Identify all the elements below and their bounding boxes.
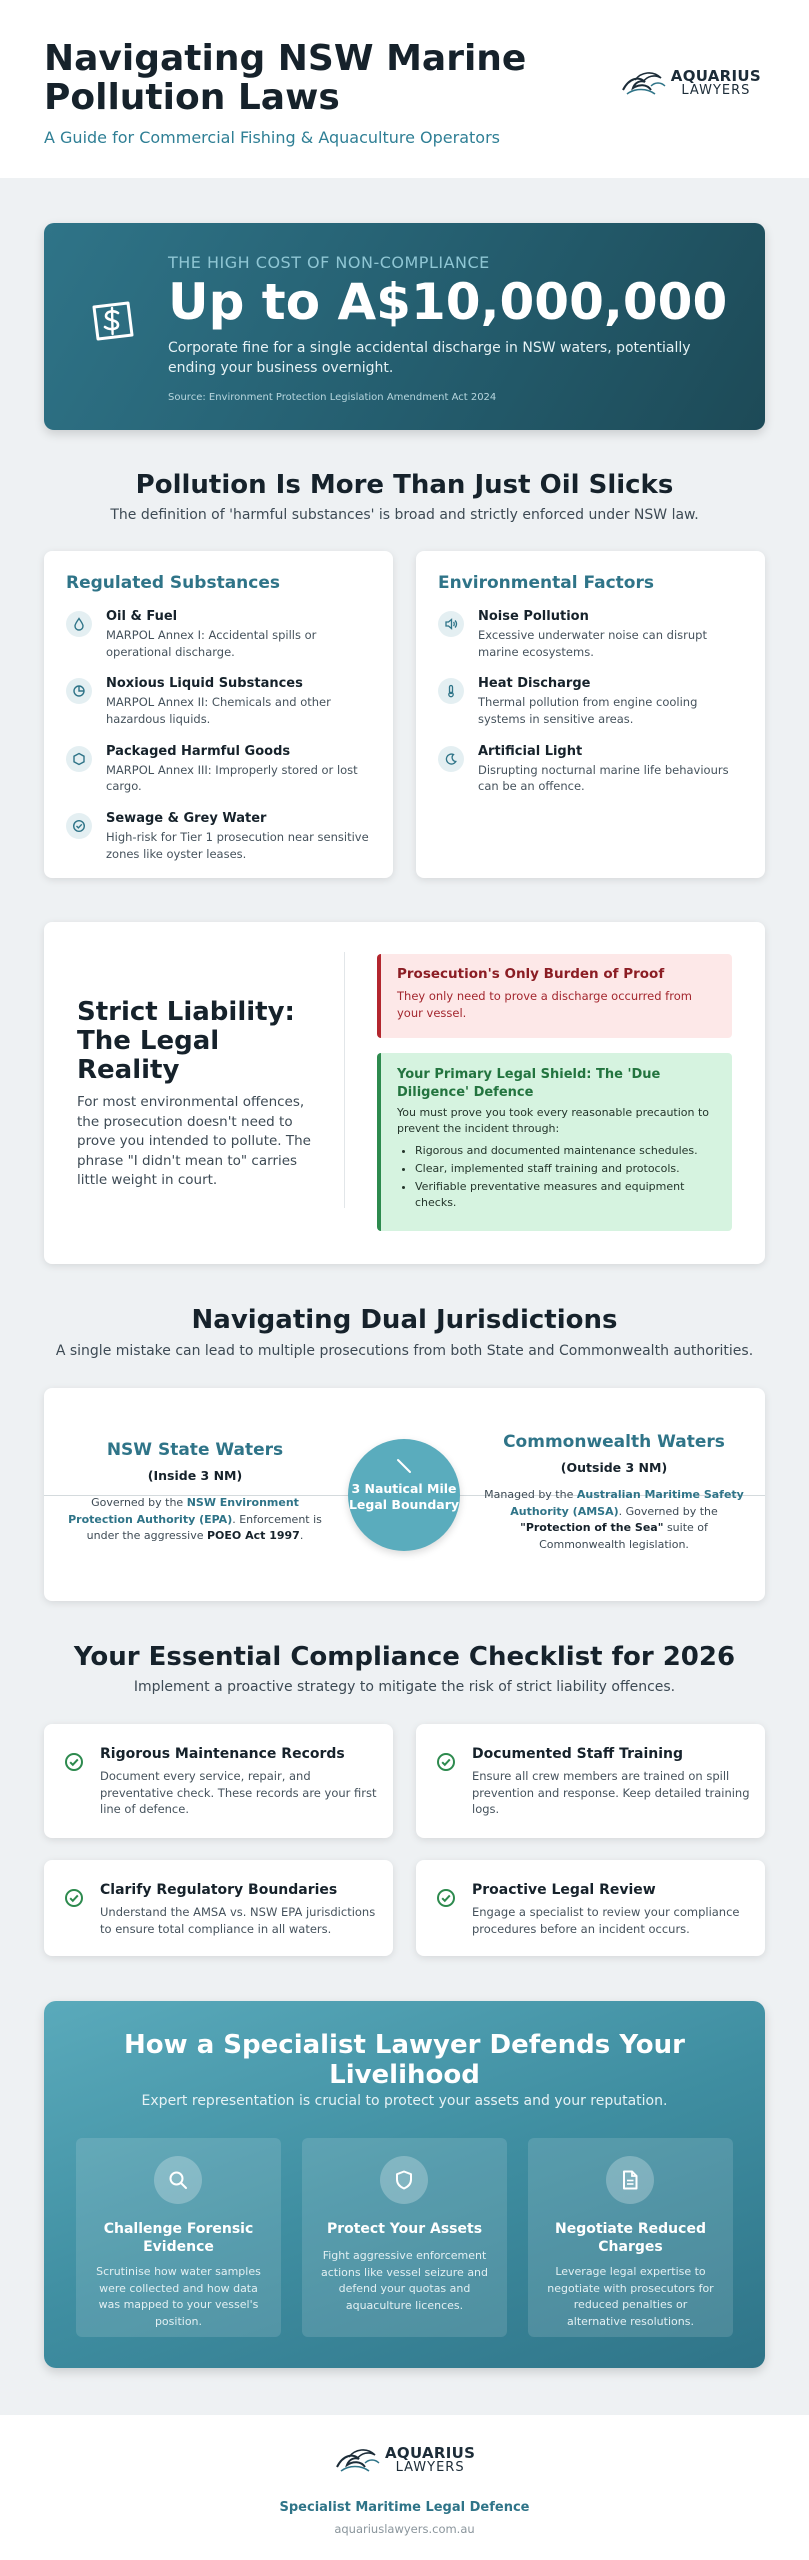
item-desc: MARPOL Annex III: Improperly stored or lost cargo. [106,762,358,794]
checklist-item [416,1724,765,1838]
shield-icon [380,2156,428,2204]
checklist-title: Rigorous Maintenance Records [100,1746,345,1762]
checklist-item [416,1860,765,1956]
service-title: Challenge Forensic Evidence [103,2221,254,2256]
environmental-heading: Environmental Factors [438,573,654,593]
jurisdictions-title: Navigating Dual Jurisdictions [191,1305,618,1335]
state-range: (Inside 3 NM) [147,1468,243,1483]
checklist-desc: Engage a specialist to review your compliance procedures before an incident occurs. [472,1905,740,1936]
item-desc: MARPOL Annex I: Accidental spills or operational discharge. [106,628,317,659]
check-circle-icon [66,813,92,839]
checklist-title: Your Essential Compliance Checklist for 2026 [73,1642,736,1672]
service-title: Protect Your Assets [326,2221,483,2237]
list-item: • Rigorous and documented maintenance schedules. [415,1143,716,1159]
footer [0,2415,809,2560]
checklist-desc: Ensure all crew members are trained on spill prevention and response. Keep detailed training logs. [472,1769,750,1817]
commonwealth-range: (Outside 3 NM) [560,1460,668,1475]
list-item: • Verifiable preventative measures and equipment checks. [415,1179,716,1211]
droplet-icon [66,611,92,637]
item-desc: MARPOL Annex II: Chemicals and other hazardous liquids. [106,695,331,727]
wave-logo-icon [335,2445,381,2475]
speaker-icon [438,611,464,637]
footer-tagline: Specialist Maritime Legal Defence [279,2500,530,2515]
service-card [302,2138,507,2337]
burden-of-proof-callout [377,954,732,1038]
hero-amount: Up to A$10,000,000 [168,273,728,331]
item-title: Oil & Fuel [106,609,178,624]
item-desc: Excessive underwater noise can disrupt marine ecosystems. [478,628,707,659]
burden-description: They only need to prove a discharge occurred from your vessel. [397,989,692,1020]
check-circle-icon [436,1752,456,1772]
state-description: Governed by the NSW Environment Protection Authority (EPA). Enforcement is under the aggressive POEO Act 1997. [68,1496,322,1542]
boundary-label: 3 Nautical Mile Legal Boundary [348,1481,460,1512]
state-waters-panel [60,1440,330,1545]
commonwealth-heading: Commonwealth Waters [503,1432,725,1452]
list-item [66,744,371,795]
service-desc: Fight aggressive enforcement actions like vessel seizure and defend your quotas and aquaculture licences. [320,2249,489,2312]
logo-lawyers: LAWYERS [395,2460,465,2475]
list-item [66,609,371,660]
pollution-title: Pollution Is More Than Just Oil Slicks [135,470,674,500]
document-icon [606,2156,654,2204]
footer-url[interactable]: aquariuslawyers.com.au [334,2522,475,2536]
divider [344,952,345,1208]
thermometer-icon [438,678,464,704]
checklist-item [44,1860,393,1956]
item-desc: High-risk for Tier 1 prosecution near sensitive zones like oyster leases. [106,830,369,861]
pollution-subtitle: The definition of 'harmful substances' is broad and strictly enforced under NSW law. [110,507,699,523]
item-title: Noise Pollution [478,609,589,624]
checklist-desc: Understand the AMSA vs. NSW EPA jurisdictions to ensure total compliance in all waters. [100,1905,376,1936]
commonwealth-description: Managed by the Australian Maritime Safety Authority (AMSA). Governed by the "Protection of the Sea" suite of Commonwealth legislation. [484,1488,744,1551]
list-item [438,676,743,727]
slash-icon [392,1457,416,1477]
strict-liability-card [44,922,765,1264]
regulated-heading: Regulated Substances [66,573,280,593]
checklist-subtitle: Implement a proactive strategy to mitigate the risk of strict liability offences. [133,1679,676,1695]
checklist-item [44,1724,393,1838]
service-card [528,2138,733,2337]
list-item [66,676,371,727]
hero-description: Corporate fine for a single accidental discharge in NSW waters, potentially ending your business overnight. [168,339,691,376]
list-item [438,744,743,795]
list-item [438,609,743,660]
footer-logo[interactable] [335,2445,475,2475]
item-desc: Disrupting nocturnal marine life behaviours can be an offence. [478,762,729,794]
brand-logo[interactable] [621,68,761,98]
pie-chart-icon [66,678,92,704]
check-circle-icon [64,1888,84,1908]
item-title: Packaged Harmful Goods [106,743,291,759]
item-title: Artificial Light [478,743,583,759]
hero-kicker: THE HIGH COST OF NON-COMPLIANCE [168,253,490,272]
environmental-factors-card [416,551,765,878]
moon-icon [438,746,464,772]
checklist-title: Documented Staff Training [472,1746,683,1762]
item-desc: Thermal pollution from engine cooling systems in sensitive areas. [478,695,698,727]
page-title: Navigating NSW Marine Pollution Laws [44,38,527,118]
service-desc: Leverage legal expertise to negotiate with prosecutors for reduced penalties or alternative resolutions. [547,2265,714,2328]
shield-points [397,1143,716,1211]
checklist-title: Clarify Regulatory Boundaries [100,1882,338,1898]
logo-name: AQUARIUS [670,67,761,85]
hexagon-icon [66,746,92,772]
shield-description: You must prove you took every reasonable precaution to prevent the incident through: [397,1106,710,1136]
liability-description: For most environmental offences, the prosecution doesn't need to prove you intended to pollute. The phrase "I didn't mean to" carries little weight in court. [77,1094,311,1189]
jurisdictions-subtitle: A single mistake can lead to multiple prosecutions from both State and Commonwealth authorities. [55,1343,754,1359]
due-diligence-callout [377,1053,732,1231]
service-card [76,2138,281,2337]
wave-logo-icon [621,68,667,98]
jurisdictions-card [44,1388,765,1601]
dollar-icon [84,299,136,345]
checklist-title: Proactive Legal Review [472,1882,656,1898]
page-subtitle: A Guide for Commercial Fishing & Aquaculture Operators [44,127,500,147]
checklist-desc: Document every service, repair, and preventative check. These records are your first line of defence. [100,1769,377,1817]
logo-lawyers: LAWYERS [681,83,751,98]
service-desc: Scrutinise how water samples were collected and how data was mapped to your vessel's position. [96,2265,261,2328]
lawyer-subtitle: Expert representation is crucial to protect your assets and your reputation. [141,2093,668,2109]
service-title: Negotiate Reduced Charges [555,2221,706,2256]
header [0,0,809,178]
list-item [66,811,371,862]
item-title: Sewage & Grey Water [106,811,267,827]
item-title: Heat Discharge [478,676,591,692]
commonwealth-waters-panel [476,1432,752,1553]
logo-name: AQUARIUS [385,2444,476,2462]
lawyer-title: How a Specialist Lawyer Defends Your Livelihood [124,2030,685,2090]
item-title: Noxious Liquid Substances [106,676,303,692]
check-circle-icon [64,1752,84,1772]
hero-fine-banner [44,223,765,430]
regulated-substances-card [44,551,393,878]
liability-title: Strict Liability: The Legal Reality [77,997,295,1086]
list-item: • Clear, implemented staff training and protocols. [415,1161,716,1177]
check-circle-icon [436,1888,456,1908]
boundary-circle [348,1439,460,1551]
burden-title: Prosecution's Only Burden of Proof [397,966,665,982]
state-heading: NSW State Waters [106,1440,284,1460]
magnifier-icon [154,2156,202,2204]
hero-source: Source: Environment Protection Legislation Amendment Act 2024 [168,392,497,404]
shield-title: Your Primary Legal Shield: The 'Due Diligence' Defence [397,1067,661,1100]
specialist-lawyer-section [44,2001,765,2368]
